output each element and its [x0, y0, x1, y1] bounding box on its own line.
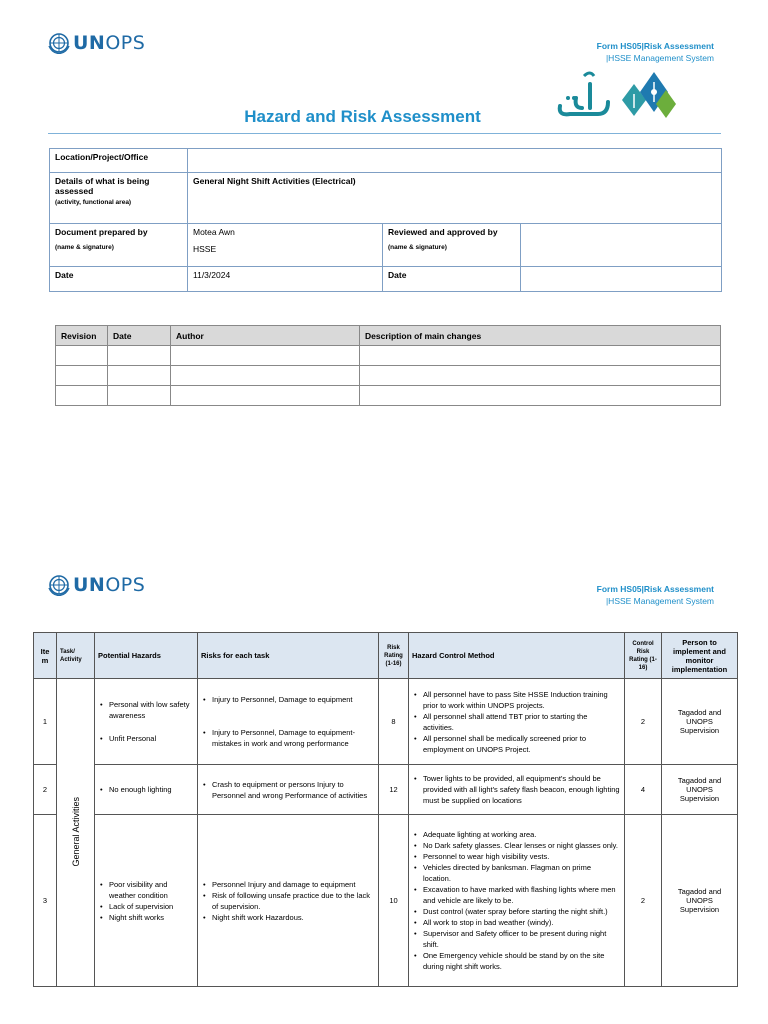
reviewed-value — [521, 224, 722, 267]
table-row — [56, 346, 721, 366]
table-cell — [56, 366, 108, 386]
prepared-sublabel: (name & signature) — [55, 244, 114, 251]
management-system: |HSSE Management System — [605, 596, 714, 606]
logo-text-bold: UN — [73, 32, 106, 54]
list-item: • Vehicles directed by banksman. Flagman on prime location. — [413, 862, 620, 884]
date2-label: Date — [383, 267, 521, 292]
form-number: Form HS05 — [596, 41, 642, 51]
control-rating: 4 — [625, 765, 662, 815]
list-item: • Unfit Personal — [99, 733, 193, 744]
person-responsible: Tagadod and UNOPS Supervision — [662, 679, 738, 765]
person-header: Person to implement and monitor implementation — [662, 633, 738, 679]
page-title: Hazard and Risk Assessment — [244, 107, 481, 126]
author-header: Author — [171, 326, 360, 346]
hazards-header: Potential Hazards — [95, 633, 198, 679]
un-globe-icon — [48, 574, 70, 596]
list-item: • All personnel shall attend TBT prior to starting the activities. — [413, 711, 620, 733]
form-type: |Risk Assessment — [641, 41, 714, 51]
hazards-cell — [95, 679, 198, 765]
controls-cell — [409, 765, 625, 815]
list-item: • No Dark safety glasses. Clear lenses or night glasses only. — [413, 840, 620, 851]
list-item: • Adequate lighting at working area. — [413, 829, 620, 840]
list-item: • Tower lights to be provided, all equipment's should be provided with all light's safety flash beacon, enough lighting must be supplied on locations — [413, 773, 620, 806]
prepared-label-text: Document prepared by — [55, 227, 148, 237]
description-header: Description of main changes — [360, 326, 721, 346]
risks-cell — [198, 679, 379, 765]
list-item: • All personnel have to pass Site HSSE Induction training prior to work within UNOPS projects. — [413, 689, 620, 711]
prepared-label — [50, 224, 188, 267]
table-cell — [56, 386, 108, 406]
list-item: • Poor visibility and weather condition — [99, 879, 193, 901]
details-sublabel: (activity, functional area) — [55, 199, 132, 206]
task-name: General Activities — [70, 796, 81, 867]
form-reference — [597, 583, 714, 607]
risks-cell — [198, 765, 379, 815]
control-rating-header: Control Risk Rating (1-16) — [625, 633, 662, 679]
unops-logo — [48, 32, 145, 54]
task-cell — [57, 679, 95, 987]
date-value: 11/3/2024 — [188, 267, 383, 292]
logo-text-light: OPS — [105, 574, 146, 596]
reviewed-label-text: Reviewed and approved by — [388, 227, 498, 237]
list-item: • Personnel Injury and damage to equipment — [202, 879, 374, 890]
table-row — [34, 765, 738, 815]
location-label: Location/Project/Office — [50, 149, 188, 173]
reviewed-sublabel: (name & signature) — [388, 244, 447, 251]
list-item: • No enough lighting — [99, 784, 193, 795]
form-type: |Risk Assessment — [641, 584, 714, 594]
title-divider — [48, 133, 721, 134]
task-header: Task/ Activity — [57, 633, 95, 679]
details-label — [50, 173, 188, 224]
management-system: |HSSE Management System — [605, 53, 714, 63]
table-cell — [360, 386, 721, 406]
list-item: • One Emergency vehicle should be stand by on the site during night shift works. — [413, 950, 620, 972]
control-rating: 2 — [625, 679, 662, 765]
un-globe-icon — [48, 32, 70, 54]
list-item: • Personnel to wear high visibility vests. — [413, 851, 620, 862]
date-header: Date — [108, 326, 171, 346]
list-item: • Risk of following unsafe practice due to the lack of supervision. — [202, 890, 374, 912]
reviewed-label — [383, 224, 521, 267]
controls-cell — [409, 815, 625, 987]
control-rating: 2 — [625, 815, 662, 987]
person-responsible: Tagadod and UNOPS Supervision — [662, 765, 738, 815]
table-cell — [108, 386, 171, 406]
list-item: • Night shift work Hazardous. — [202, 912, 374, 923]
table-row — [56, 366, 721, 386]
table-cell — [171, 366, 360, 386]
prepared-value — [188, 224, 383, 267]
table-cell — [56, 346, 108, 366]
form-number: Form HS05 — [596, 584, 642, 594]
date2-value — [521, 267, 722, 292]
document-info-table — [49, 148, 722, 292]
person-responsible: Tagadod and UNOPS Supervision — [662, 815, 738, 987]
list-item: • Injury to Personnel, Damage to equipment — [202, 694, 374, 705]
table-row — [34, 679, 738, 765]
form-reference — [597, 40, 714, 64]
control-header: Hazard Control Method — [409, 633, 625, 679]
table-cell — [360, 346, 721, 366]
table-row — [56, 386, 721, 406]
prepared-name: Motea Awn — [193, 227, 235, 237]
location-value — [188, 149, 722, 173]
risks-cell — [198, 815, 379, 987]
risk-rating: 12 — [379, 765, 409, 815]
list-item: • Night shift works — [99, 912, 193, 923]
list-item: • Supervisor and Safety officer to be present during night shift. — [413, 928, 620, 950]
risk-assessment-table — [33, 632, 738, 987]
table-cell — [108, 366, 171, 386]
logo-text-light: OPS — [105, 32, 146, 54]
risk-rating: 10 — [379, 815, 409, 987]
item-header: Ite m — [34, 633, 57, 679]
list-item: • All personnel shall be medically screened prior to employment on UNOPS Project. — [413, 733, 620, 755]
item-number: 1 — [34, 679, 57, 765]
list-item: • Lack of supervision — [99, 901, 193, 912]
details-label-text: Details of what is being assessed — [55, 176, 150, 196]
revision-table — [55, 325, 721, 406]
prepared-dept: HSSE — [193, 244, 217, 254]
table-cell — [171, 346, 360, 366]
page-2 — [0, 560, 768, 1024]
controls-cell — [409, 679, 625, 765]
risk-rating-header: Risk Rating (1-16) — [379, 633, 409, 679]
risks-header: Risks for each task — [198, 633, 379, 679]
list-item: • Personal with low safety awareness — [99, 699, 193, 721]
item-number: 2 — [34, 765, 57, 815]
table-cell — [108, 346, 171, 366]
table-cell — [171, 386, 360, 406]
list-item: • Excavation to have marked with flashing lights where men and vehicle are likely to be. — [413, 884, 620, 906]
unops-logo — [48, 574, 145, 596]
list-item: • All work to stop in bad weather (windy). — [413, 917, 620, 928]
details-value: General Night Shift Activities (Electrical) — [188, 173, 722, 224]
logo-text-bold: UN — [73, 574, 106, 596]
list-item: • Injury to Personnel, Damage to equipment- mistakes in work and wrong performance — [202, 727, 374, 749]
table-row — [34, 815, 738, 987]
revision-header: Revision — [56, 326, 108, 346]
table-cell — [360, 366, 721, 386]
risk-rating: 8 — [379, 679, 409, 765]
date-label: Date — [50, 267, 188, 292]
hazards-cell — [95, 815, 198, 987]
item-number: 3 — [34, 815, 57, 987]
list-item: • Dust control (water spray before starting the night shift.) — [413, 906, 620, 917]
hazards-cell — [95, 765, 198, 815]
list-item: • Crash to equipment or persons Injury to Personnel and wrong Performance of activities — [202, 779, 374, 801]
